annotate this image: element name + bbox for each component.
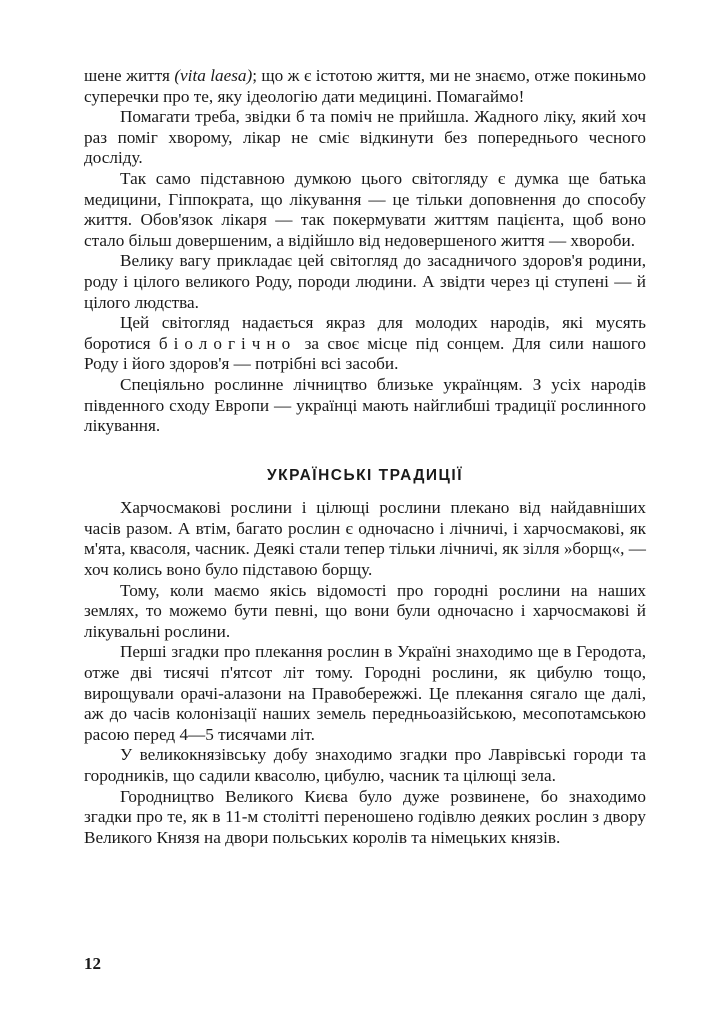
- section-heading: УКРАЇНСЬКІ ТРАДИЦІЇ: [267, 466, 463, 484]
- paragraph: Перші згадки про плекання рослин в Україні знаходимо ще в Геродота, отже дві тисячі п'ятсот літ тому. Городні рослини, як цибулю тощо, вирощували орачі-алазони на Правобережжі. Це плекання сягало ще далі, аж до часів колонізації наших земель передньоазійською, месопотамською расою перед 4—5 тисячами літ.: [84, 642, 646, 744]
- text-run: Цей світогляд надається якраз для молодих народів, які мусять боротися: [84, 313, 646, 353]
- paragraph: Городництво Великого Києва було дуже розвинене, бо знаходимо згадки про те, як в 11-м столітті переношено годівлю деяких рослин з двору Великого Князя на двори польських королів та німецьких князів.: [84, 786, 646, 847]
- paragraph: Велику вагу прикладає цей світогляд до засадничого здоров'я родини, роду і цілого великого Роду, породи людини. А звідти через ці ступені — й цілого людства.: [84, 251, 646, 312]
- paragraph: [84, 66, 646, 107]
- paragraph: Тому, коли маємо якісь відомості про городні рослини на наших землях, то можемо бути певні, що вони були одночасно і харчосмакові й лікувальні рослини.: [84, 580, 646, 641]
- text-run: ; що ж є істотою життя, ми не знаємо, отже покиньмо суперечки про те, яку ідеологію дати медицині. Помагаймо!: [84, 66, 646, 106]
- page-number: 12: [84, 954, 101, 973]
- paragraph: Так само підставною думкою цього світогляду є думка ще батька медицини, Гіппократа, що лікування — це тільки доповнення до способу життя. Обов'язок лікаря — так покермувати життям пацієнта, щоб воно стало більш довершеним, а відійшло від недовершеного життя — хвороби.: [84, 168, 646, 250]
- text-run: за своє місце під сонцем. Для сили нашого Роду і його здоров'я — потрібні всі засоби.: [84, 333, 646, 374]
- spaced-emphasis: біологічно: [158, 333, 297, 353]
- text-run: шене життя: [84, 66, 175, 85]
- paragraph: [84, 313, 646, 375]
- paragraph: Харчосмакові рослини і цілющі рослини плекано від найдавніших часів разом. А втім, багато рослин є одночасно і лічничі, і харчосмакові, як м'ята, квасоля, часник. Деякі стали тепер тільки лічничі, як зілля »борщ«, — хоч колись воно було підставою борщу.: [84, 498, 646, 580]
- body-text: [84, 66, 646, 848]
- latin-term: (vita laesa): [174, 66, 253, 85]
- paragraph: Спеціяльно рослинне лічництво близьке українцям. З усіх народів південного сходу Европи — українці мають найглибші традиції рослинного лікування.: [84, 374, 646, 436]
- paragraph: Помагати треба, звідки б та поміч не прийшла. Жадного ліку, який хоч раз поміг хворому, лікар не сміє відкинути без попереднього чесного досліду.: [84, 107, 646, 168]
- paragraph: У великокнязівську добу знаходимо згадки про Лаврівські городи та городників, що садили квасолю, цибулю, часник та цілющі зела.: [84, 745, 646, 785]
